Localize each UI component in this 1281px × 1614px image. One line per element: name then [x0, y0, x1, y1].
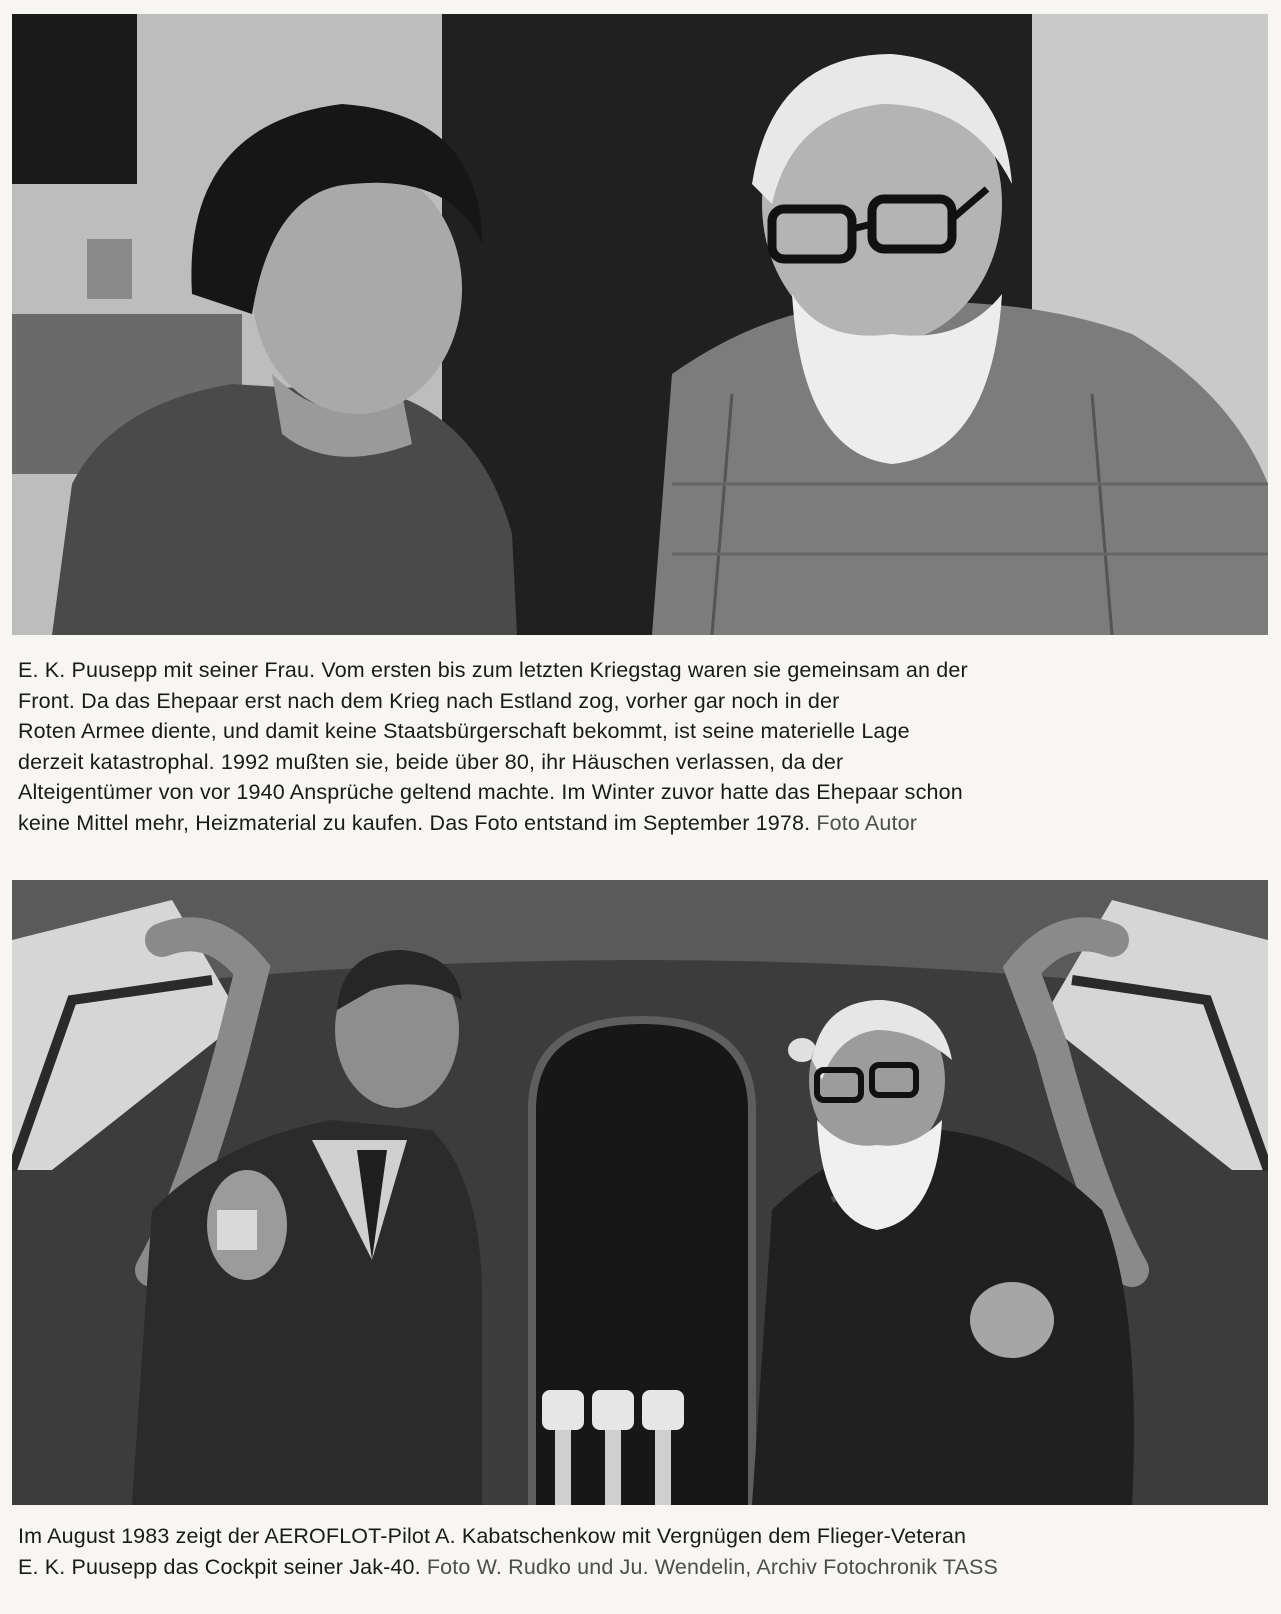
cockpit-photo-caption [18, 1521, 1268, 1582]
caption-line [18, 808, 1268, 839]
caption-line: Roten Armee diente, und damit keine Staatsbürgerschaft bekommt, ist seine materielle Lage [18, 719, 910, 744]
caption-line: Im August 1983 zeigt der AEROFLOT-Pilot A. Kabatschenkow mit Vergnügen dem Flieger-Veteran [18, 1524, 967, 1548]
caption-text: keine Mittel mehr, Heizmaterial zu kaufen. Das Foto entstand im September 1978. [18, 810, 811, 835]
caption-text: E. K. Puusepp das Cockpit seiner Jak-40. [18, 1554, 421, 1579]
caption-line: Front. Da das Ehepaar erst nach dem Krieg nach Estland zog, vorher gar noch in der [18, 688, 840, 713]
caption-line: derzeit katastrophal. 1992 mußten sie, beide über 80, ihr Häuschen verlassen, da der [18, 749, 844, 774]
couple-photo-caption [18, 655, 1268, 839]
couple-photo-graphic [12, 14, 1268, 635]
photo-credit: Foto W. Rudko und Ju. Wendelin, Archiv Fotochronik TASS [426, 1554, 998, 1579]
couple-photo [12, 14, 1268, 635]
caption-line [18, 1552, 1268, 1583]
caption-line: E. K. Puusepp mit seiner Frau. Vom ersten bis zum letzten Kriegstag waren sie gemeinsam an der [18, 658, 968, 682]
photo-credit: Foto Autor [816, 810, 918, 835]
cockpit-photo-graphic [12, 880, 1268, 1505]
cockpit-photo [12, 880, 1268, 1505]
caption-line: Alteigentümer von vor 1940 Ansprüche geltend machte. Im Winter zuvor hatte das Ehepaar schon [18, 780, 963, 805]
